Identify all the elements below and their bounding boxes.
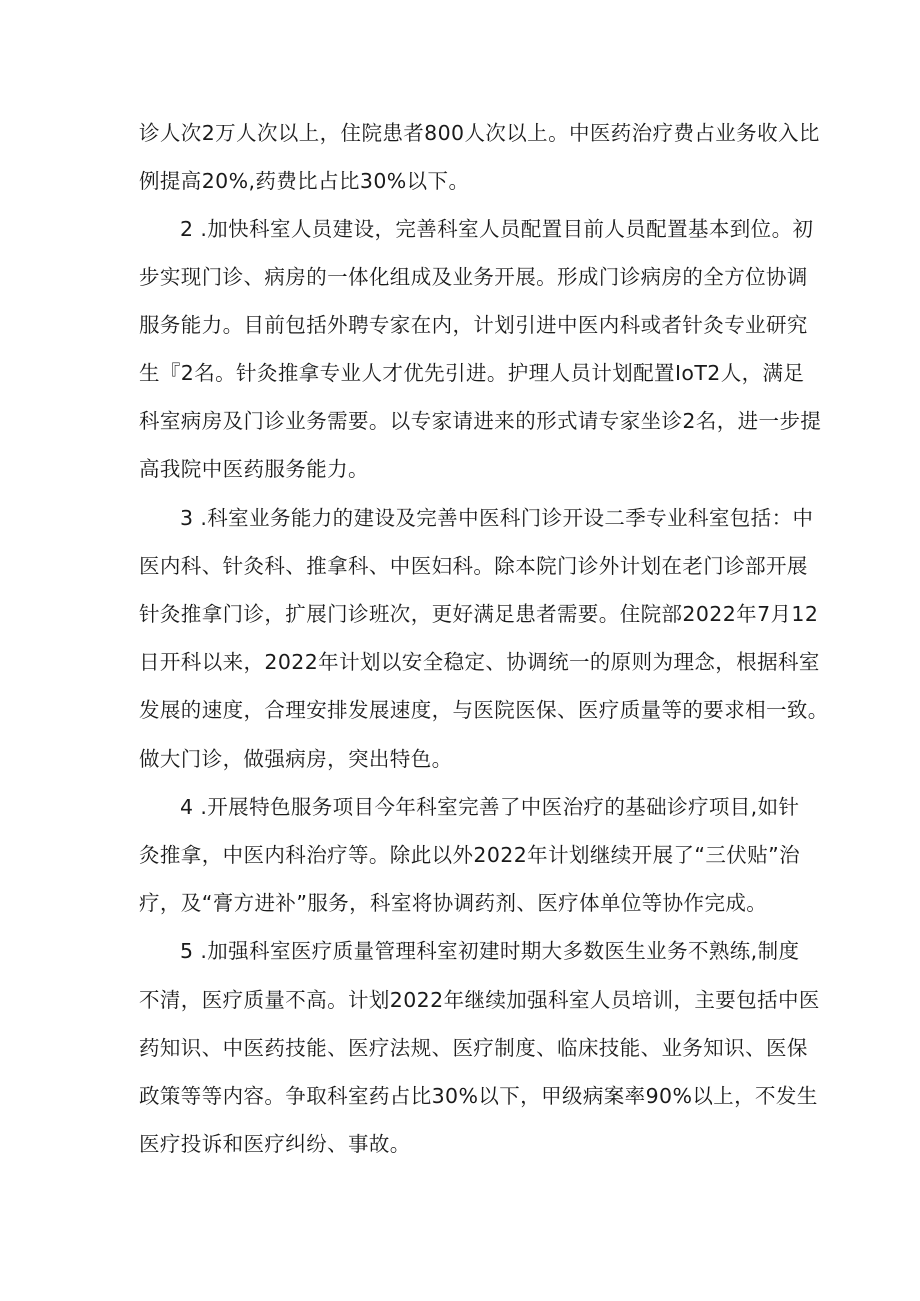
paragraph-2-line-3: 服务能力。目前包括外聘专家在内，计划引进中医内科或者针灸专业研究 — [139, 313, 808, 337]
paragraph-5-line-3: 药知识、中医药技能、医疗法规、医疗制度、临床技能、业务知识、医保 — [139, 1036, 808, 1060]
paragraph-3-line-2: 医内科、针灸科、推拿科、中医妇科。除本院门诊外计划在老门诊部开展 — [139, 554, 808, 578]
paragraph-3-line-1: 3 .科室业务能力的建设及完善中医科门诊开设二季专业科室包括：中 — [180, 506, 814, 530]
paragraph-2-line-6: 高我院中医药服务能力。 — [139, 457, 369, 481]
paragraph-5-line-5: 医疗投诉和医疗纠纷、事故。 — [139, 1132, 411, 1156]
paragraph-4-line-2: 灸推拿，中医内科治疗等。除此以外2022年计划继续开展了“三伏贴”治 — [139, 843, 801, 867]
paragraph-3-line-4: 日开科以来，2022年计划以安全稳定、协调统一的原则为理念，根据科室 — [139, 650, 820, 674]
paragraph-5-line-1: 5 .加强科室医疗质量管理科室初建时期大多数医生业务不熟练,制度 — [180, 939, 800, 963]
paragraph-1-line-1: 诊人次2万人次以上，住院患者800人次以上。中医药治疗费占业务收入比 — [139, 121, 820, 145]
paragraph-3-line-6: 做大门诊，做强病房，突出特色。 — [139, 747, 453, 771]
paragraph-4-line-3: 疗，及“膏方进补”服务，科室将协调药剂、医疗体单位等协作完成。 — [139, 891, 768, 915]
paragraph-3-line-3: 针灸推拿门诊，扩展门诊班次，更好满足患者需要。住院部2022年7月12 — [139, 602, 819, 626]
paragraph-1-line-2: 例提高20%,药费比占比30%以下。 — [139, 169, 470, 193]
paragraph-4-line-1: 4 .开展特色服务项目今年科室完善了中医治疗的基础诊疗项目,如针 — [180, 795, 800, 819]
paragraph-2-line-2: 步实现门诊、病房的一体化组成及业务开展。形成门诊病房的全方位协调 — [139, 265, 808, 289]
paragraph-3-line-5: 发展的速度，合理安排发展速度，与医院医保、医疗质量等的要求相一致。 — [139, 698, 829, 722]
paragraph-2-line-1: 2 .加快科室人员建设，完善科室人员配置目前人员配置基本到位。初 — [180, 217, 814, 241]
paragraph-5-line-2: 不清，医疗质量不高。计划2022年继续加强科室人员培训，主要包括中医 — [139, 988, 820, 1012]
paragraph-2-line-5: 科室病房及门诊业务需要。以专家请进来的形式请专家坐诊2名，进一步提 — [139, 409, 822, 433]
paragraph-5-line-4: 政策等等内容。争取科室药占比30%以下，甲级病案率90%以上，不发生 — [139, 1084, 818, 1108]
paragraph-2-line-4: 生『2名。针灸推拿专业人才优先引进。护理人员计划配置IoT2人，满足 — [139, 361, 805, 385]
